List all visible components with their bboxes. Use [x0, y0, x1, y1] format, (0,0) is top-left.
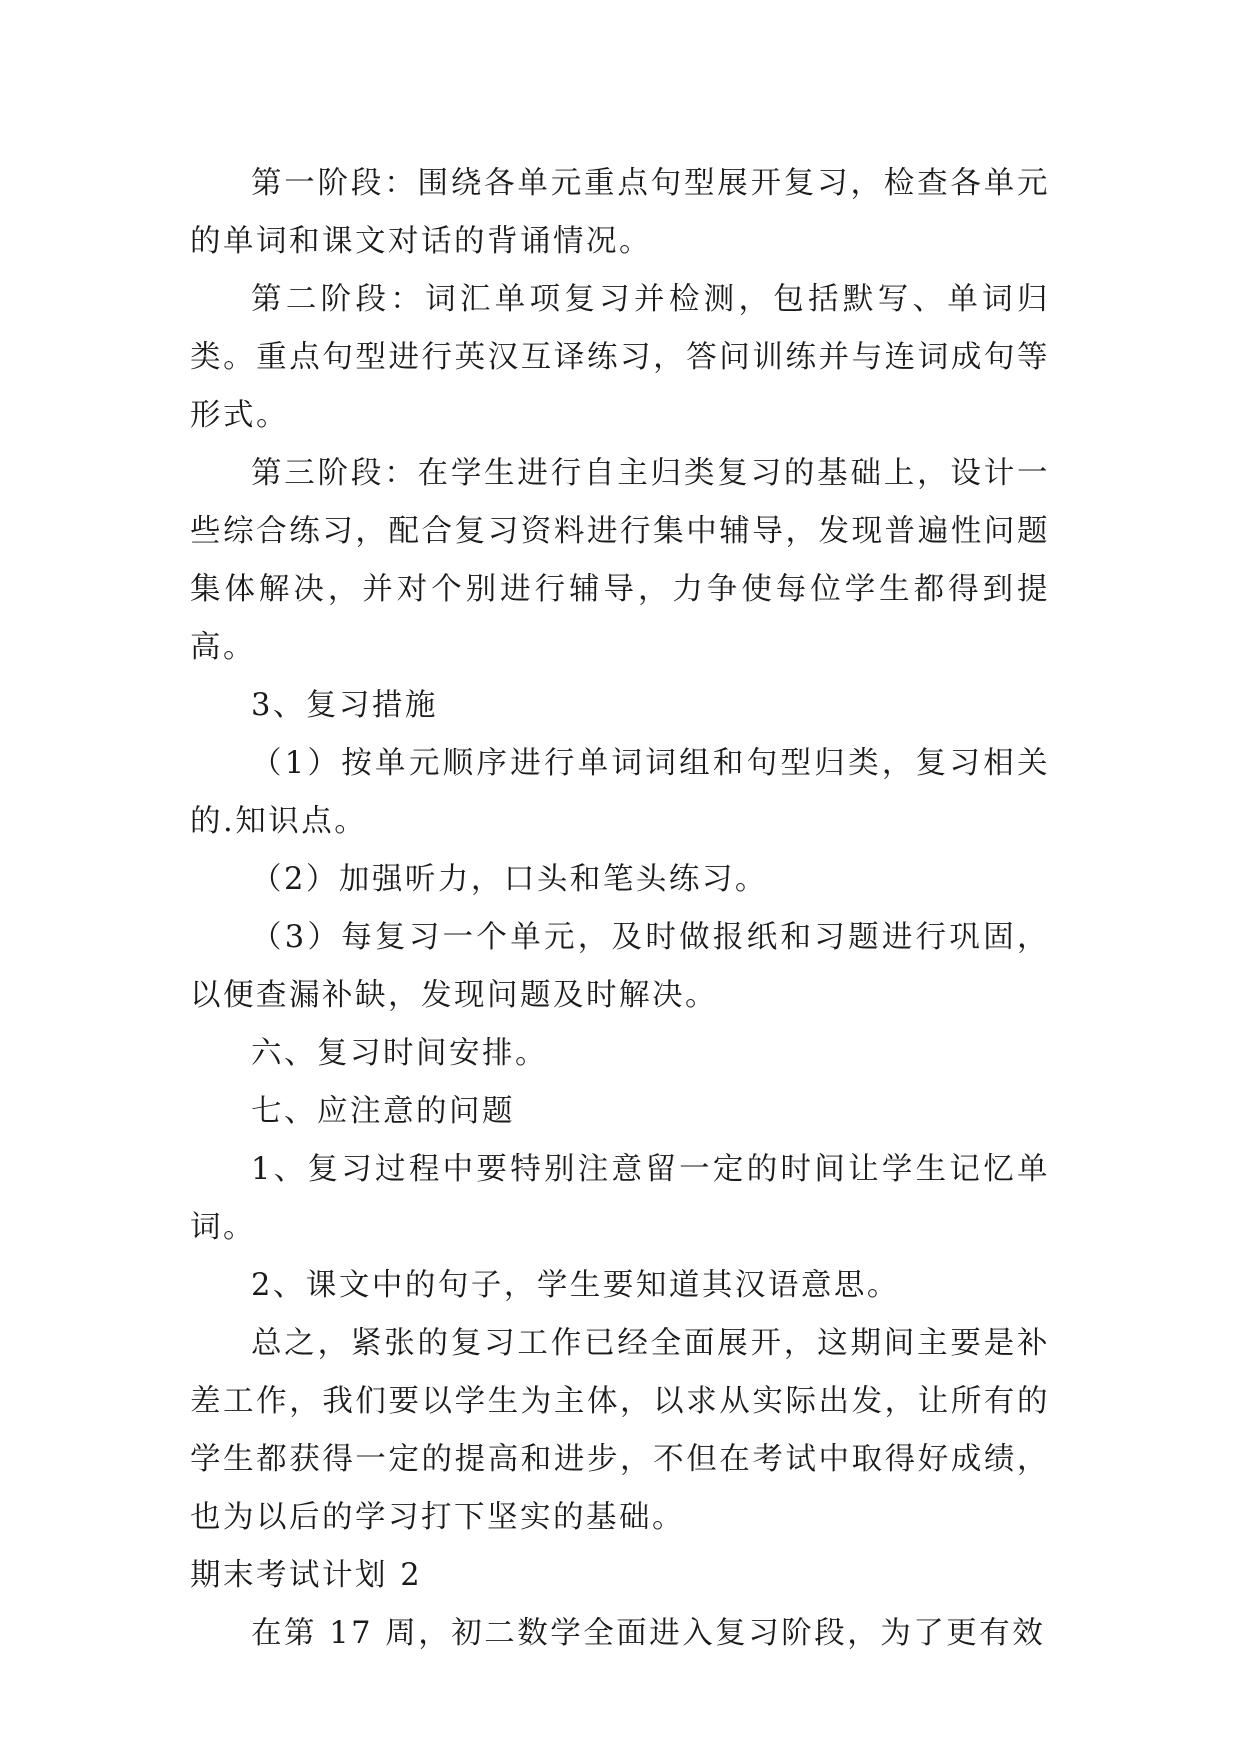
measure-item-3: （3）每复习一个单元，及时做报纸和习题进行巩固，以便查漏补缺，发现问题及时解决。	[190, 920, 1050, 1013]
document-body	[190, 155, 1050, 1663]
document-title-plan-2: 期末考试计划 2	[190, 1558, 423, 1593]
paragraph-stage-one: 第一阶段：围绕各单元重点句型展开复习，检查各单元的单词和课文对话的背诵情况。	[190, 166, 1050, 259]
note-item-2: 2、课文中的句子，学生要知道其汉语意思。	[251, 1268, 900, 1303]
measure-item-2: （2）加强听力，口头和笔头练习。	[251, 862, 768, 897]
paragraph-stage-three: 第三阶段：在学生进行自主归类复习的基础上，设计一些综合练习，配合复习资料进行集中辅导，发现普遍性问题集体解决，并对个别进行辅导，力争使每位学生都得到提高。	[190, 456, 1050, 665]
section-heading-notes: 七、应注意的问题	[251, 1094, 515, 1129]
paragraph-stage-two: 第二阶段：词汇单项复习并检测，包括默写、单词归类。重点句型进行英汉互译练习，答问训练并与连词成句等形式。	[190, 282, 1050, 433]
measure-item-1: （1）按单元顺序进行单词词组和句型归类，复习相关的.知识点。	[190, 746, 1050, 839]
summary-paragraph: 总之，紧张的复习工作已经全面展开，这期间主要是补差工作，我们要以学生为主体，以求从实际出发，让所有的学生都获得一定的提高和进步，不但在考试中取得好成绩，也为以后的学习打下坚实的基础。	[190, 1326, 1050, 1535]
section-heading-review-measures: 3、复习措施	[251, 688, 438, 723]
note-item-1: 1、复习过程中要特别注意留一定的时间让学生记忆单词。	[190, 1152, 1050, 1245]
paragraph-plan-2-intro: 在第 17 周，初二数学全面进入复习阶段，为了更有效	[251, 1616, 1046, 1651]
section-heading-schedule: 六、复习时间安排。	[251, 1036, 548, 1071]
